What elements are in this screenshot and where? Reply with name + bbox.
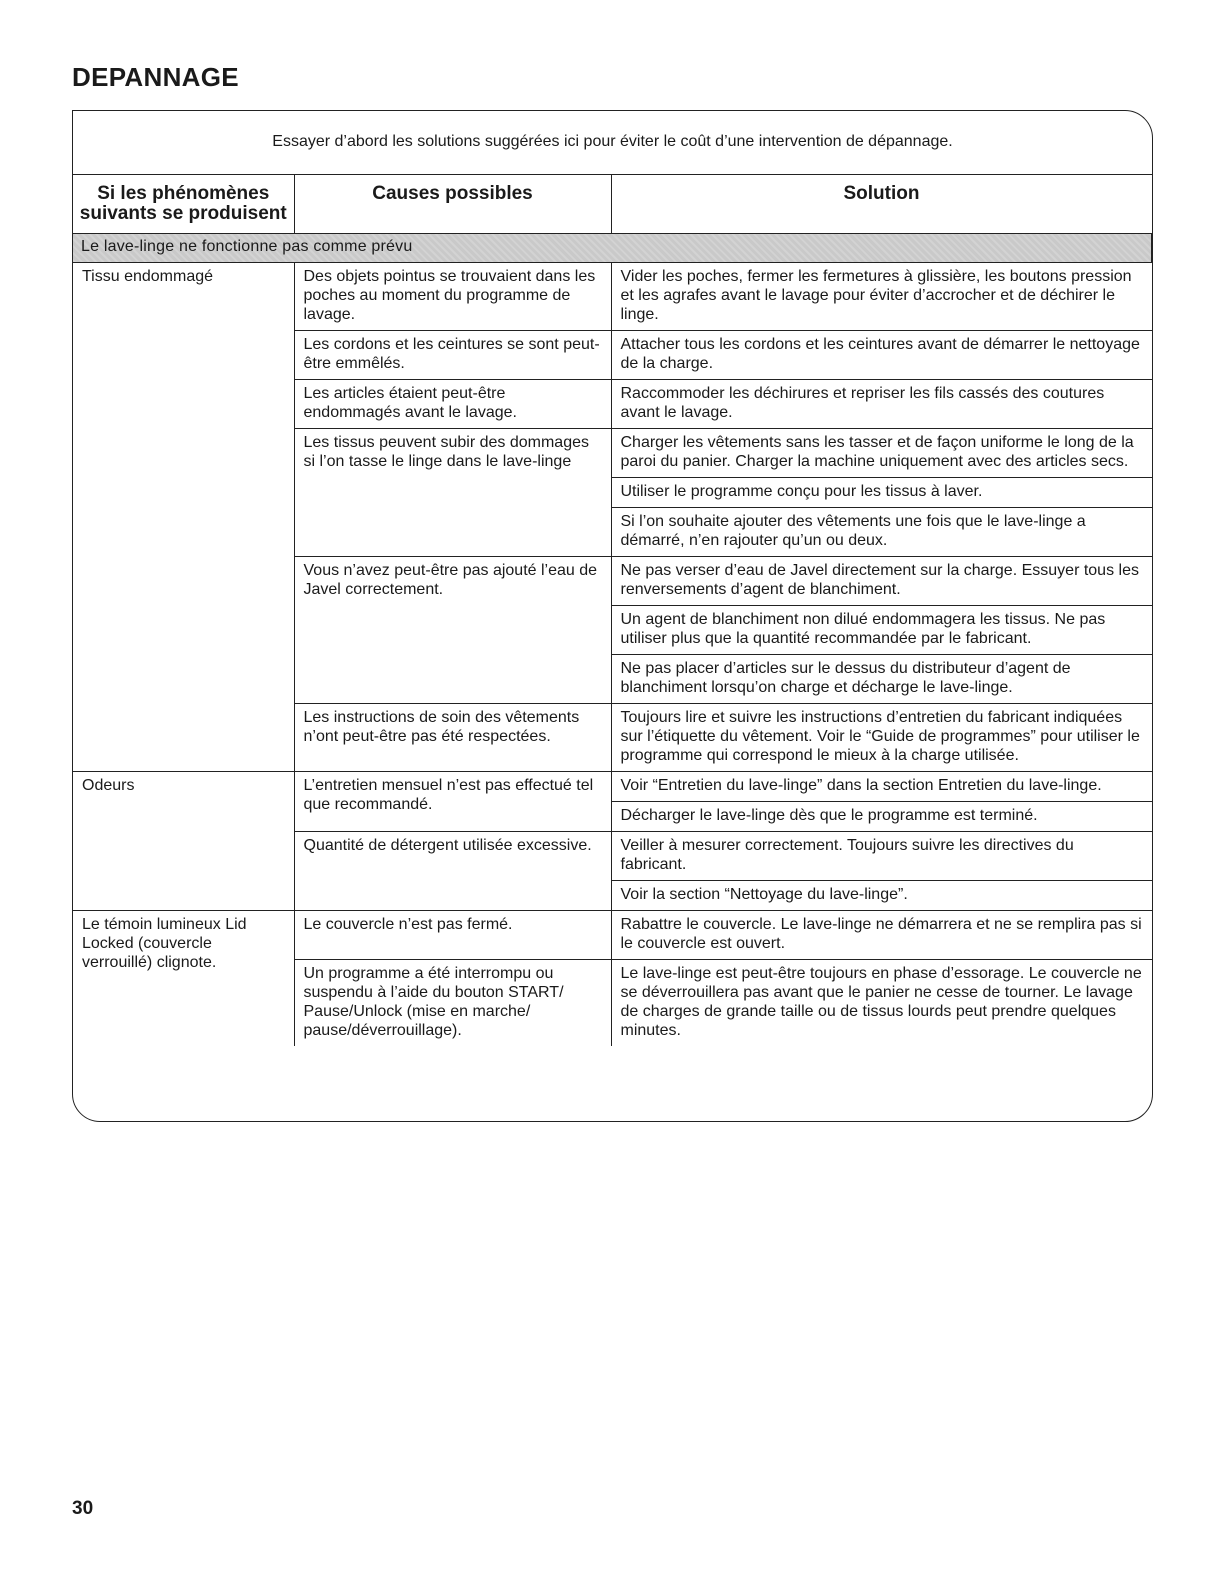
cause-cell: Les instructions de soin des vêtements n’ont peut-être pas été respectées.	[294, 703, 611, 771]
solution-cell: Toujours lire et suivre les instructions d’entretien du fabricant indiquées sur l’étiquette du vêtement. Voir le “Guide de programmes” pour utiliser le programme qui correspond le mieux à la charge utilisée.	[611, 703, 1152, 771]
column-header-cause: Causes possibles	[294, 175, 611, 233]
cause-cell: Vous n’avez peut-être pas ajouté l’eau de Javel correctement.	[294, 556, 611, 703]
section-heading: Le lave-linge ne fonctionne pas comme prévu	[73, 233, 1152, 262]
solution-cell: Décharger le lave-linge dès que le programme est terminé.	[611, 801, 1152, 831]
solution-cell: Le lave-linge est peut-être toujours en phase d’essorage. Le couvercle ne se déverrouillera pas avant que le panier ne cesse de tourner. Le lavage de charges de grande taille ou de tissus lourds peut prendre quelques minutes.	[620, 964, 1142, 1039]
cause-cell: Les tissus peuvent subir des dommages si l’on tasse le linge dans le lave-linge	[294, 428, 611, 556]
solution-cell: Rabattre le couvercle. Le lave-linge ne démarrera et ne se remplira pas si le couvercle est ouvert.	[611, 910, 1152, 959]
page-title: DEPANNAGE	[72, 62, 239, 92]
cause-cell: Les articles étaient peut-être endommagés avant le lavage.	[294, 379, 611, 428]
cause-cell: Le couvercle n’est pas fermé.	[294, 910, 611, 959]
cause-cell: Un programme a été interrompu ou suspendu à l’aide du bouton START/ Pause/Unlock (mise en marche/ pause/déverrouillage).	[294, 959, 611, 1046]
solution-cell: Attacher tous les cordons et les ceintures avant de démarrer le nettoyage de la charge.	[611, 330, 1152, 379]
solution-cell: Si l’on souhaite ajouter des vêtements une fois que le lave-linge a démarré, n’en rajouter qu’un ou deux.	[611, 507, 1152, 556]
solution-cell: Veiller à mesurer correctement. Toujours suivre les directives du fabricant.	[611, 831, 1152, 880]
table-header-row	[73, 175, 1152, 233]
table-row	[73, 262, 1152, 330]
cause-cell: Des objets pointus se trouvaient dans les poches au moment du programme de lavage.	[294, 262, 611, 330]
cause-cell: Quantité de détergent utilisée excessive.	[294, 831, 611, 910]
intro-text: Essayer d’abord les solutions suggérées ici pour éviter le coût d’une intervention de dépannage.	[73, 111, 1152, 175]
column-header-symptom	[73, 175, 294, 233]
symptom-cell: Odeurs	[73, 771, 294, 910]
solution-cell: Utiliser le programme conçu pour les tissus à laver.	[611, 477, 1152, 507]
solution-cell: Raccommoder les déchirures et repriser les fils cassés des coutures avant le lavage.	[611, 379, 1152, 428]
cause-cell: L’entretien mensuel n’est pas effectué tel que recommandé.	[294, 771, 611, 831]
cause-cell: Les cordons et les ceintures se sont peut-être emmêlés.	[294, 330, 611, 379]
column-header-symptom-line1: Si les phénomènes	[97, 183, 270, 204]
page-number: 30	[72, 1498, 94, 1519]
column-header-symptom-line2: suivants se produisent	[79, 203, 287, 224]
symptom-cell: Tissu endommagé	[73, 262, 294, 771]
solution-cell: Un agent de blanchiment non dilué endommagera les tissus. Ne pas utiliser plus que la quantité recommandée par le fabricant.	[611, 605, 1152, 654]
section-row	[73, 233, 1152, 262]
solution-cell: Voir “Entretien du lave-linge” dans la section Entretien du lave-linge.	[611, 771, 1152, 801]
solution-cell: Ne pas verser d’eau de Javel directement sur la charge. Essuyer tous les renversements d’agent de blanchiment.	[611, 556, 1152, 605]
solution-cell: Charger les vêtements sans les tasser et de façon uniforme le long de la paroi du panier. Charger la machine uniquement avec des articles secs.	[611, 428, 1152, 477]
solution-cell: Ne pas placer d’articles sur le dessus du distributeur d’agent de blanchiment lorsqu’on charge et décharge le lave-linge.	[611, 654, 1152, 703]
column-header-solution: Solution	[611, 175, 1152, 233]
table-row	[73, 771, 1152, 801]
table-row	[73, 910, 1152, 959]
symptom-cell: Le témoin lumineux Lid Locked (couvercle verrouillé) clignote.	[73, 910, 294, 1046]
troubleshooting-frame	[72, 110, 1153, 1122]
troubleshooting-table	[73, 175, 1152, 1046]
solution-cell: Voir la section “Nettoyage du lave-linge”.	[611, 880, 1152, 910]
solution-cell: Vider les poches, fermer les fermetures à glissière, les boutons pression et les agrafes avant le lavage pour éviter d’accrocher et de déchirer le linge.	[611, 262, 1152, 330]
